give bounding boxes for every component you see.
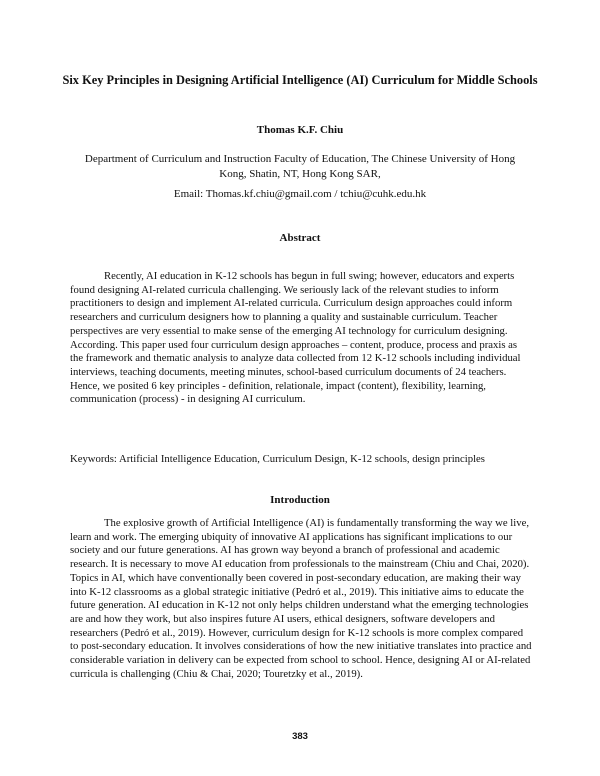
author-email: Email: Thomas.kf.chiu@gmail.com / tchiu@cuhk.edu.hk (173, 188, 427, 200)
introduction-heading: Introduction (270, 494, 330, 506)
page-number: 383 (292, 731, 308, 742)
author-affiliation: Department of Curriculum and Instruction Faculty of Education, The Chinese University of Hong Kong, Shatin, NT, Hong Kong SAR, (84, 153, 516, 180)
introduction-paragraph: The explosive growth of Artificial Intelligence (AI) is fundamentally transforming the way we live, learn and work. The emerging ubiquity of innovative AI applications has significant implications to our society and our future generations. AI has grown way beyond a branch of professional and academic research. It is necessary to move AI education from professionals to the mainstream (Chiu and Chai, 2020). Topics in AI, which have conventionally been covered in post-secondary education, are making their way into K-12 classrooms as a global strategic initiative (Pedró et al., 2019). This initiative aims to educate the future generation. AI education in K-12 not only helps children understand what the emerging technologies are and how they work, but also inspires future AI users, ethical designers, software developers and researchers (Pedró et al., 2019). However, curriculum design for K-12 schools is more complex compared to post-secondary education. It involves considerations of how the new initiative translates into practice and considerable variation in delivery can be expected from school to school. Hence, designing AI or AI-related curricula is challenging (Chiu & Chai, 2020; Touretzky et al., 2019). (70, 517, 532, 680)
keywords-line: Keywords: Artificial Intelligence Education, Curriculum Design, K-12 schools, design principles (70, 453, 485, 465)
abstract-paragraph: Recently, AI education in K-12 schools has begun in full swing; however, educators and experts found designing AI-related curricula challenging. We seriously lack of the relevant studies to inform practitioners to design and implement AI-related curricula. Curriculum design approaches could inform researchers and curriculum designers how to planning a quality and sustainable curriculum. Teacher perspectives are very essential to make sense of the emerging AI technology for curriculum designing. According. This paper used four curriculum design approaches – content, produce, process and praxis as the framework and thematic analysis to analyze data collected from 12 K-12 schools including individual interviews, teaching documents, meeting minutes, school-based curriculum documents of 24 teachers. Hence, we posited 6 key principles - definition, relationale, impact (content), flexibility, learning, communication (process) - in designing AI curriculum. (70, 270, 521, 406)
paper-title: Six Key Principles in Designing Artificial Intelligence (AI) Curriculum for Middle Schools (62, 73, 538, 87)
author-name: Thomas K.F. Chiu (256, 124, 344, 136)
abstract-heading: Abstract (279, 232, 321, 244)
